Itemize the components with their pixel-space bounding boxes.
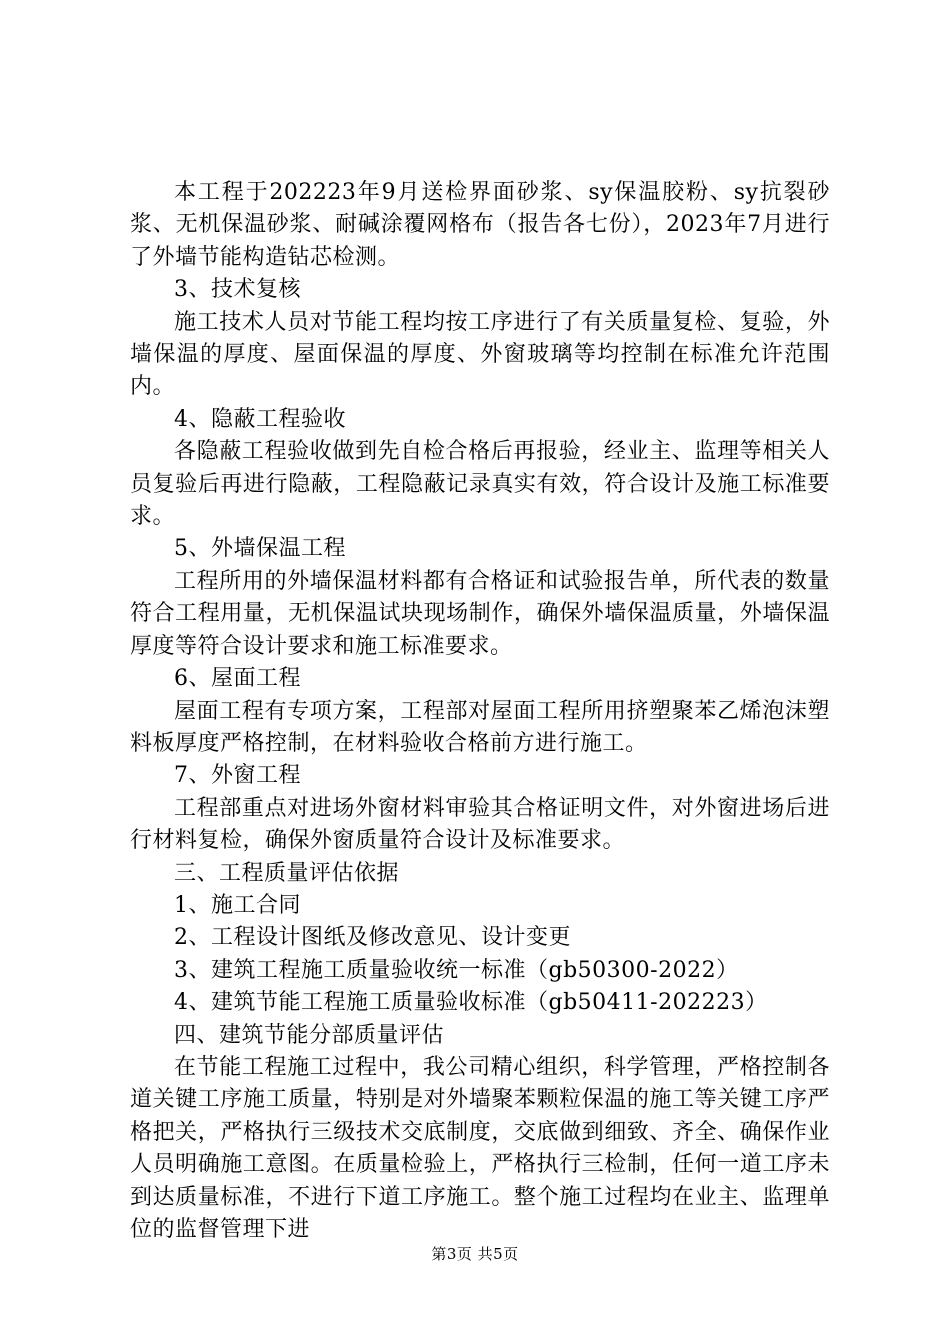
paragraph-test-report: 本工程于202223年9月送检界面砂浆、sy保温胶粉、sy抗裂砂浆、无机保温砂浆、耐碱涂覆网格布（报告各七份），2023年7月进行了外墙节能构造钻芯检测。 — [130, 180, 830, 270]
list-item-contract: 1、施工合同 — [174, 892, 301, 918]
paragraph-technical-review: 施工技术人员对节能工程均按工序进行了有关质量复检、复验，外墙保温的厚度、屋面保温的厚度、外窗玻璃等均控制在标准允许范围内。 — [130, 309, 830, 400]
paragraph-roof-works: 屋面工程有专项方案，工程部对屋面工程所用挤塑聚苯乙烯泡沫塑料板厚度严格控制，在材料验收合格前方进行施工。 — [130, 698, 830, 756]
paragraph-concealed-works: 各隐蔽工程验收做到先自检合格后再报验，经业主、监理等相关人员复验后再进行隐蔽，工程隐蔽记录真实有效，符合设计及施工标准要求。 — [130, 439, 830, 530]
list-item-design-drawings: 2、工程设计图纸及修改意见、设计变更 — [174, 925, 571, 951]
heading-exterior-wall-insulation: 5、外墙保温工程 — [174, 536, 346, 562]
paragraph-exterior-window: 工程部重点对进场外窗材料审验其合格证明文件，对外窗进场后进行材料复检，确保外窗质量符合设计及标准要求。 — [130, 795, 830, 854]
document-body — [130, 177, 830, 1246]
list-item-standard-gb50411: 4、建筑节能工程施工质量验收标准（gb50411-202223） — [174, 990, 768, 1016]
list-item-standard-gb50300: 3、建筑工程施工质量验收统一标准（gb50300-2022） — [174, 957, 739, 983]
heading-evaluation-basis: 三、工程质量评估依据 — [174, 860, 400, 886]
paragraph-exterior-wall-insulation: 工程所用的外墙保温材料都有合格证和试验报告单，所代表的数量符合工程用量，无机保温试块现场制作，确保外墙保温质量，外墙保温厚度等符合设计要求和施工标准要求。 — [130, 568, 830, 659]
heading-technical-review: 3、技术复核 — [174, 277, 301, 303]
paragraph-quality-evaluation: 在节能工程施工过程中，我公司精心组织，科学管理，严格控制各道关键工序施工质量，特别是对外墙聚苯颗粒保温的施工等关键工序严格把关，严格执行三级技术交底制度，交底做到细致、齐全、确保作业人员明确施工意图。在质量检验上，严格执行三检制，任何一道工序未到达质量标准，不进行下道工序施工。整个施工过程均在业主、监理单位的监督管理下进 — [130, 1054, 830, 1242]
page-footer: 第3页 共5页 — [431, 1245, 519, 1263]
heading-quality-evaluation: 四、建筑节能分部质量评估 — [174, 1022, 445, 1048]
heading-exterior-window: 7、外窗工程 — [174, 763, 301, 789]
heading-concealed-works: 4、隐蔽工程验收 — [174, 406, 346, 432]
heading-roof-works: 6、屋面工程 — [174, 666, 301, 692]
